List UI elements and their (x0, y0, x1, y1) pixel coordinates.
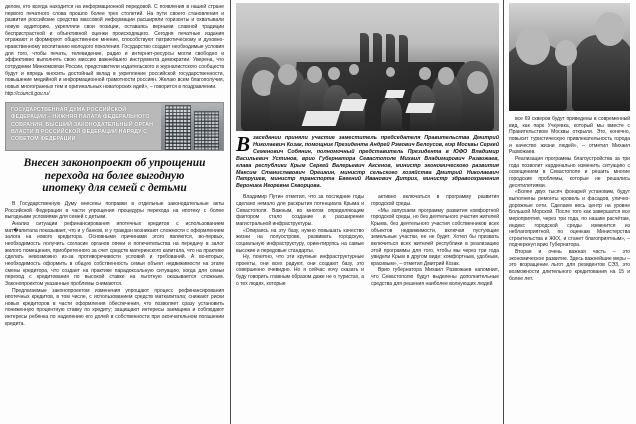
chairman (381, 98, 402, 131)
lead-text: заседании приняли участие заместитель председателя Правительства Дмитрий Николаевич Козак, помощник Президента Андрей Рэмович Белоусов, мэр Москвы Сергей Семенович Собянин, полномочный представитель Президента в ЮФО Владимир Васильевич Устинов, врио Губернатора Севастополе Михаил Владимирович Развожаев, глава республики Крым Сергей Валерьевич Аксенов, министр экономического развития Максим Станиславович Орешкин, министр сельского хозяйства Дмитрий Николаевич Патрушев, министр транспорта Евгений Иванович Дитрих, министр здравоохранения Вероника Игоревна Скворцова. (236, 135, 499, 190)
apartment-building-photo (161, 103, 223, 150)
article-paragraph: все 69 скверов будут приведены в современный вид, как парк Учкуевка, который мы вместе с Правительством Москвы открыли. Это, конечно, повысит туристическую привлекательность города и качество жизни людей», – отметил Михаил Развожаев. (509, 116, 630, 156)
government-meeting-roundtable-photo (236, 3, 499, 131)
article-paragraph: Врио губернатора Михаил Развожаев напомнил, что Севастополю будут выделены дополнительные средства для решения наиболее волнующих людей (371, 267, 499, 287)
drop-cap: В (236, 132, 251, 156)
document-paper (302, 111, 341, 126)
middle-two-column-text (236, 194, 499, 287)
attendee-head (419, 67, 431, 80)
attendee-head (307, 66, 322, 83)
article-paragraph: Вторая и очень важная часть – это экономическое развитие. Здесь важнейшие меры – это возращение льгот для резидентов СЭЗ, это возможности длительного кредитования на 15 и более лет. (509, 249, 630, 282)
meeting-participants-lead (236, 132, 499, 190)
right-column (504, 0, 635, 424)
article-paragraph: Анализ ситуации рефинансирования ипотечных кредитов с использованием мат�апитала показывает, что и у банков, и у граждан возникают сложности с оформлением залога на нового кредитора. Основными причинами этого являются, во-первых, необходимость получить согласие органов опеки и попечительства на передачу в залог жилого помещения, приобретенного за счет средств материнского капитала, что на практике сделать невозможно из-за противоречивости условий и требований. А во-вторых, необходимость оформить в общую собственность семьи объект недвижимости на этапе смены кредитора, что создает на практике парадоксальную ситуацию, когда для семьи переход с кредитования по высокой ставке на льготную оказывается сложным. Законопроектом указанные проблемы снимаются. (5, 220, 224, 287)
attendee-head (328, 67, 340, 80)
article-paragraph: «Мы запускаем программу развития комфортной городской среды, но без деятельного участия жителей Крыма, без деятельного участия собственников всех объектов недвижимости, включая пустующие земельные участки, ее не будет. Хотел бы призвать включиться всех жителей республики в реализацию этой программы для того, чтобы мы через три года увидели Крым в другом виде: комфортным, удобным, красивым», – отметил Дмитрий Козак. (371, 207, 499, 267)
page-headline (5, 157, 224, 195)
article-paragraph: «Опираясь на эту базу, нужно повышать качество жизни на полуострове, развивать городскую, социальную инфраструктуру, ориентируясь на самые высокие и передовые стандарты. (236, 227, 364, 254)
sevastopol-article-body (509, 116, 630, 282)
middle-right-subcolumn (371, 194, 499, 287)
document-paper (385, 90, 406, 98)
mortgage-article-body (5, 201, 224, 327)
official-hand (555, 40, 577, 66)
article-paragraph: активно включаться в программу развития городской среды. (371, 194, 499, 207)
headline-line-2: перехода на более выгодную (44, 169, 185, 182)
chairman-head (386, 67, 395, 77)
article-paragraph: Владимир Путин отметил, что за последние годы сделано немало для раскрытия потенциала Крыма и Севастополя. Важным, во многом определяющим фактором стало создание и расширение магистральной инфраструктуры. (236, 194, 364, 227)
article-paragraph: Реализация программы благоустройства за три года позволит кардинально изменить ситуацию с освещением в Севастополе и решить многие городские проблемы, которые не решались десятилетиями. (509, 155, 630, 189)
continued-article-text (5, 4, 224, 97)
official-head (516, 27, 550, 65)
official-body (572, 35, 630, 111)
left-column (0, 0, 231, 424)
article-paragraph: Ну, понятно, что эти крупные инфраструктурные проекты, они всех радуют, они создают базу, это совершенно очевидно. Но я сейчас хочу сказать и буду говорить главным образом даже не о туристах, а о тех людях, которые (236, 254, 364, 287)
article-paragraph: «Более двух тысяч фонарей установим, будут выполнены ремонты кровель и фасадов, улично-дорожные сети. Сделаем весь центр на уровне Большой Морской. После того как завершатся все мероприятия, через три года, по нашим расчётам, индекс городской среды изменится из неблагоприятной, по оценкам Министерства строительства и ЖКХ, и станет благоприятным», – подчеркнул врио Губернатора. (509, 189, 630, 249)
duma-banner-text: ГОСУДАРСТВЕННАЯ ДУМА РОССИЙСКОЙ ФЕДЕРАЦИИ – НИЖНЯЯ ПАЛАТА ФЕДЕРАЛЬНОГО СОБРАНИЯ, ВЫСШИЙ ЗАКОНОДАТЕЛЬНЫЙ ОРГАН ВЛАСТИ В РОССИЙСКОЙ ФЕДЕРАЦИИ НАРЯДУ С СОВЕТОМ ФЕДЕРАЦИИ (11, 107, 154, 142)
article-paragraph: В Государственную Думу внесены поправки в отдельные законодательные акты Российской Федерации в части упрощения процедуры перехода на ипотеку с более выгодными условиями для семей с детьми. (5, 200, 224, 221)
document-paper (339, 99, 366, 111)
article-paragraph: Предлагаемые законопроектом изменения упрощают процесс рефинансирования ипотечных кредитов, в том числе, с использованием средств маткапитала; снижают риски новых кредиторов в части оформления обеспечения, что позволяет сразу установить пониженную процентную ставку по кредиту; защищают интересы заемщика и соблюдают интересы ребенка по наделению его долей в собственности при окончательном погашении кредита. (5, 287, 224, 327)
headline-line-3: ипотеку для семей с детьми (42, 182, 187, 195)
duma-info-banner (5, 102, 224, 151)
sky-gradient (161, 103, 223, 150)
continued-paragraph: делом, кто всегда находится на информационной передовой. С появления в нашей стране первого печатного слова прошло более трех столетий. На пути своего становления и развития российские средства массовой информации расширяли горизонты и охватывали новую аудиторию, укрепляли свои позиции, оставаясь верными славной традиции беспристрастной и объективной оценки происходящего. Сегодня печатные издания отражают и формируют общественное мнение, способствуют патриотическому и духовно-нравственному воспитанию молодого поколения. Государство создает необходимые условия для того, чтобы печать, телевидение, радио и интернет-ресурсы могли свободно и эффективно выполнять свою миссию важнейшего инструмента демократии. Уверена, что сотрудники Минкомсвязи России, представители издательского и журналистского сообществ будут и впредь вносить достойный вклад в укрепление российской государственности, повышение медийной и информационной грамотности россиян. Желаю всем благополучия, новых многогранных тем и оригинальных новаторских идей», – говорится в поздравлении. (5, 4, 224, 90)
middle-left-subcolumn (236, 194, 364, 287)
official-head (595, 12, 625, 46)
document-paper (405, 103, 435, 113)
middle-section (231, 0, 504, 424)
officials-portrait-photo (509, 3, 630, 111)
headline-line-1: Внесен законопроект об упрощении (23, 157, 206, 170)
source-link[interactable]: http://council.gov.ru/ (5, 90, 50, 97)
